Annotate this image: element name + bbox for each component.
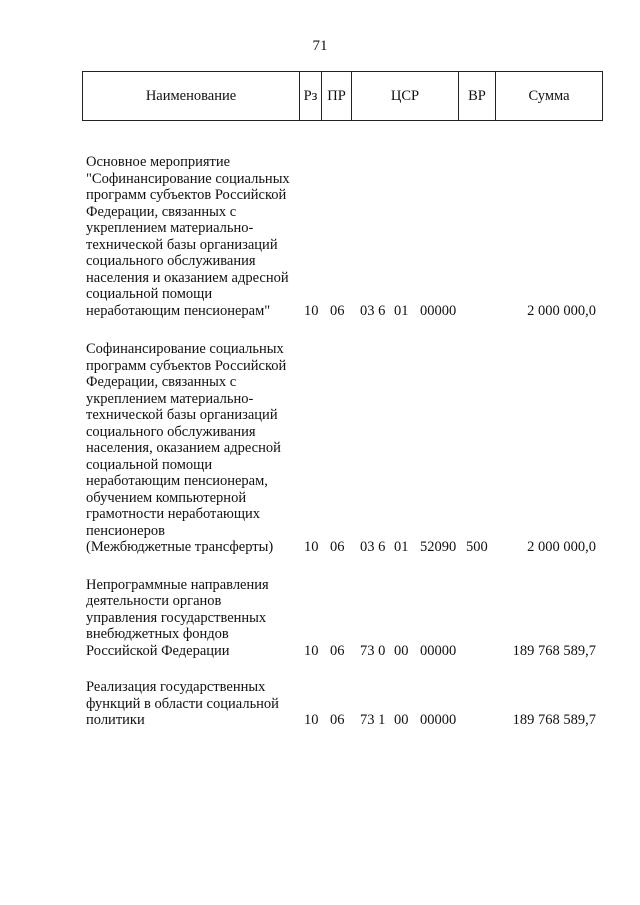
row-sum: 189 768 589,7 (512, 642, 596, 659)
table-row (0, 577, 640, 660)
row-rz: 10 (304, 712, 319, 728)
row-csr-event: 01 (394, 539, 409, 555)
row-pr: 06 (330, 712, 345, 728)
row-rz: 10 (304, 302, 319, 319)
table-row (0, 679, 640, 729)
row-csr-program: 73 0 (360, 642, 386, 659)
header-vr: ВР (459, 72, 496, 121)
budget-rows (0, 154, 640, 729)
row-pr: 06 (330, 539, 345, 555)
row-pr: 06 (330, 302, 345, 319)
budget-table-header (82, 71, 603, 121)
row-pr: 06 (330, 642, 345, 659)
row-name: Основное мероприятие "Софинансирование социальных программ субъектов Российской Федерации, связанных с укреплением материально- технической базы организаций социального обслуживания населения и оказанием адресной социальной помощи неработающим пенсионерам" (86, 154, 290, 319)
header-rz: Рз (300, 72, 322, 121)
table-row (0, 341, 640, 556)
row-rz: 10 (304, 539, 319, 555)
row-sum: 2 000 000,0 (527, 539, 596, 555)
header-csr: ЦСР (352, 72, 459, 121)
row-csr-direction: 00000 (420, 302, 457, 319)
row-sum: 2 000 000,0 (527, 302, 596, 319)
header-sum: Сумма (496, 72, 603, 121)
table-row (0, 154, 640, 319)
row-csr-program: 73 1 (360, 712, 386, 728)
row-csr-direction: 00000 (420, 712, 457, 728)
row-name: Непрограммные направления деятельности органов управления государственных внебюджетных фондов Российской Федерации (86, 576, 269, 659)
row-vr: 500 (466, 539, 488, 555)
row-sum: 189 768 589,7 (512, 712, 596, 728)
row-csr-event: 00 (394, 642, 409, 659)
row-csr-program: 03 6 (360, 539, 386, 555)
header-name: Наименование (83, 72, 300, 121)
header-pr: ПР (322, 72, 352, 121)
row-name: Реализация государственных функций в области социальной политики (86, 679, 279, 728)
page-number: 71 (312, 38, 328, 54)
row-csr-direction: 00000 (420, 642, 457, 659)
row-csr-direction: 52090 (420, 539, 457, 555)
row-csr-event: 01 (394, 302, 409, 319)
row-csr-event: 00 (394, 712, 409, 728)
row-name: Софинансирование социальных программ субъектов Российской Федерации, связанных с укреплением материально- технической базы организаций социального обслуживания населения, оказанием адресной социальной помощи неработающим пенсионерам, обучением компьютерной грамотности неработающих пенсионеров (Межбюджетные трансферты) (86, 341, 287, 555)
row-rz: 10 (304, 642, 319, 659)
row-csr-program: 03 6 (360, 302, 386, 319)
